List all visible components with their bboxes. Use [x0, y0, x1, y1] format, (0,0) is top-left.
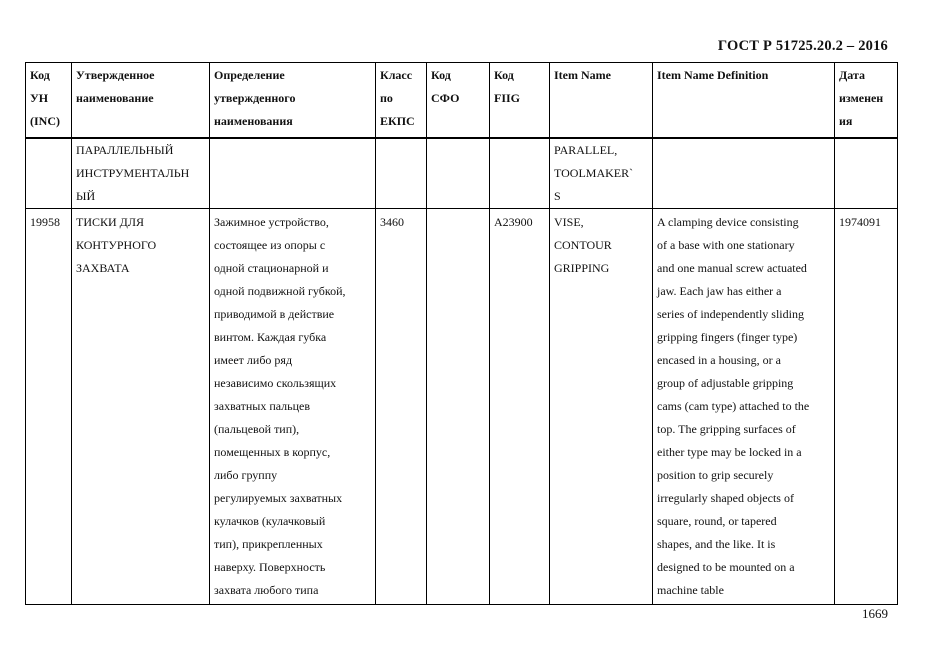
table-row	[26, 138, 898, 209]
standard-designation: ГОСТ Р 51725.20.2 – 2016	[717, 38, 888, 54]
cell-definition-ru: Зажимное устройство, состоящее из опоры с одной стационарной и одной подвижной губкой, приводимой в действие винтом. Каждая губка имеет либо ряд независимо скользящих захватных пальцев (пальцевой тип), помещенных в корпус, либо группу регулируемых захватных кулачков (кулачковый тип), прикрепленных наверху. Поверхность захвата любого типа	[210, 208, 376, 604]
header-definition-ru: Определение утвержденного наименования	[210, 63, 376, 138]
cell-definition-ru	[210, 138, 376, 209]
header-item-definition: Item Name Definition	[653, 63, 835, 138]
table-row	[26, 208, 898, 604]
cell-item-name: VISE, CONTOUR GRIPPING	[550, 208, 653, 604]
cell-code-fiig	[490, 138, 550, 209]
cell-approved-name: ТИСКИ ДЛЯ КОНТУРНОГО ЗАХВАТА	[72, 208, 210, 604]
cell-item-name: PARALLEL, TOOLMAKER` S	[550, 138, 653, 209]
catalog-table	[25, 62, 898, 605]
cell-class-ekps: 3460	[376, 208, 427, 604]
cell-code-sfo	[427, 208, 490, 604]
header-date-changed: Дата изменен ия	[835, 63, 898, 138]
header-inc: Код УН (INC)	[26, 63, 72, 138]
cell-code-fiig: A23900	[490, 208, 550, 604]
table-header-row	[26, 63, 898, 138]
cell-date-changed	[835, 138, 898, 209]
cell-inc: 19958	[26, 208, 72, 604]
cell-approved-name: ПАРАЛЛЕЛЬНЫЙ ИНСТРУМЕНТАЛЬН ЫЙ	[72, 138, 210, 209]
page-number: 1669	[862, 606, 888, 621]
header-approved-name: Утвержденное наименование	[72, 63, 210, 138]
cell-class-ekps	[376, 138, 427, 209]
cell-item-definition: A clamping device consisting of a base with one stationary and one manual screw actuated jaw. Each jaw has either a series of independently sliding gripping fingers (finger type) encased in a housing, or a group of adjustable gripping cams (cam type) attached to the top. The gripping surfaces of either type may be locked in a position to grip securely irregularly shaped objects of square, round, or tapered shapes, and the like. It is designed to be mounted on a machine table	[653, 208, 835, 604]
header-item-name: Item Name	[550, 63, 653, 138]
cell-item-definition	[653, 138, 835, 209]
cell-inc	[26, 138, 72, 209]
header-class-ekps: Класс по ЕКПС	[376, 63, 427, 138]
cell-date-changed: 1974091	[835, 208, 898, 604]
header-code-sfo: Код СФО	[427, 63, 490, 138]
cell-code-sfo	[427, 138, 490, 209]
header-code-fiig: Код FIIG	[490, 63, 550, 138]
